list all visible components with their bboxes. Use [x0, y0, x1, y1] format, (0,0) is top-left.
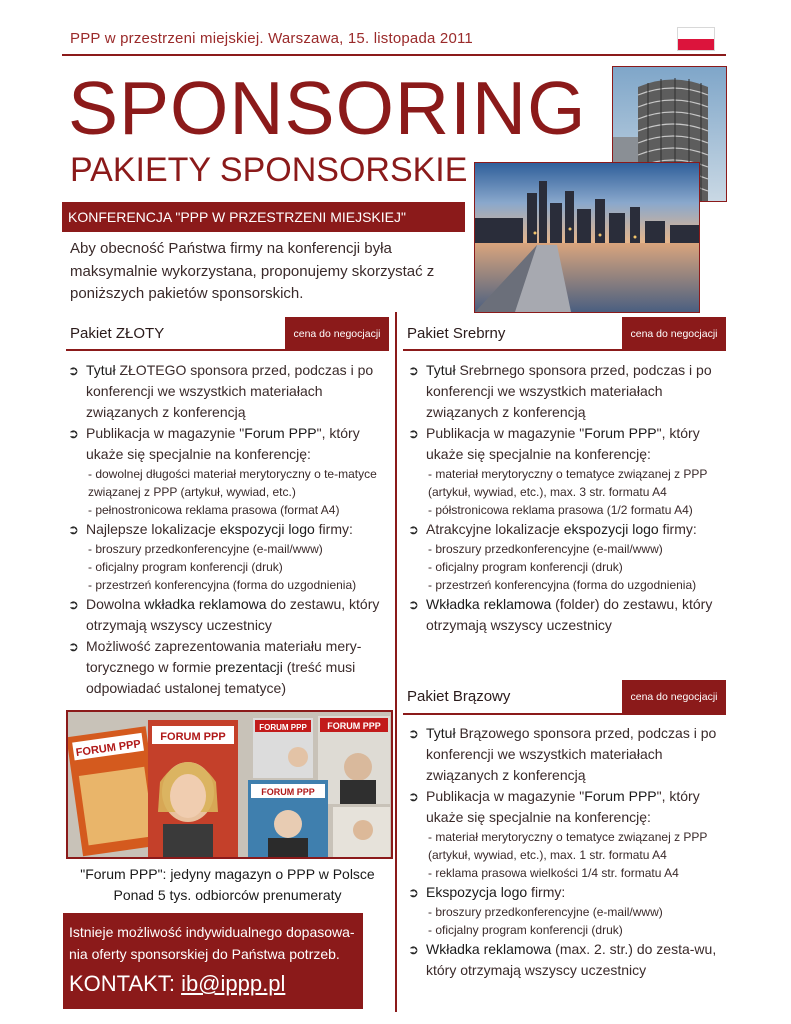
item-text: (folder) do zestawu, który otrzymają wszyscy uczestnicy: [426, 596, 713, 633]
gold-package-title: Pakiet ZŁOTY: [70, 325, 165, 342]
sub-item: - przestrzeń konferencyjna (forma do uzgodnienia): [88, 578, 357, 592]
list-item: [408, 519, 726, 594]
arrow-icon: ➲: [68, 639, 79, 654]
sub-item: - dowolnej długości materiał merytoryczny o te-matyce związanej z PPP (artykuł, wywiad, etc.): [88, 467, 377, 499]
item-highlight: Tytuł: [426, 725, 456, 741]
item-text: do zestawu, który otrzymają wszyscy uczestnicy: [86, 596, 380, 633]
item-highlight: Forum PPP: [244, 425, 317, 441]
item-text: firmy:: [527, 884, 566, 900]
arrow-icon: ➲: [408, 597, 419, 612]
silver-underline: [403, 349, 726, 351]
list-item: [68, 360, 393, 423]
magazine-caption-1: "Forum PPP": jedyny magazyn o PPP w Polsce: [80, 866, 375, 882]
list-item: [68, 594, 393, 636]
event-header: PPP w przestrzeni miejskiej. Warszawa, 15. listopada 2011: [70, 30, 473, 47]
item-text: firmy:: [658, 521, 697, 537]
item-text: Publikacja w magazynie ": [426, 788, 585, 804]
item-highlight: Forum PPP: [584, 425, 657, 441]
gold-underline: [66, 349, 389, 351]
arrow-icon: ➲: [68, 363, 79, 378]
item-highlight: Wkładka reklamowa: [426, 596, 552, 612]
svg-text:FORUM PPP: FORUM PPP: [327, 721, 381, 731]
item-text: ", który ukaże się specjalnie na konferencję:: [426, 788, 700, 825]
arrow-icon: ➲: [408, 363, 419, 378]
item-text: Srebrnego sponsora przed, podczas i po konferencji we wszystkich materiałach związanych z konferencją: [426, 362, 712, 420]
magazine-collage: [66, 710, 393, 859]
item-text: Publikacja w magazynie ": [426, 425, 585, 441]
header-divider: [62, 54, 726, 56]
item-text: Najlepsze lokalizacje: [86, 521, 220, 537]
sub-item: - oficjalny program konferencji (druk): [428, 560, 623, 574]
sub-item: - materiał merytoryczny o tematyce związanej z PPP (artykuł, wywiad, etc.), max. 3 str. formatu A4: [428, 467, 708, 499]
silver-package-title: Pakiet Srebrny: [407, 325, 506, 342]
sub-item: - oficjalny program konferencji (druk): [88, 560, 283, 574]
sub-item: - oficjalny program konferencji (druk): [428, 923, 623, 937]
city-photo: [474, 162, 700, 313]
conference-banner: KONFERENCJA "PPP W PRZESTRZENI MIEJSKIEJ": [62, 202, 465, 232]
silver-price-badge: cena do negocjacji: [622, 317, 726, 351]
item-text: ZŁOTEGO sponsora przed, podczas i po konferencji we wszystkich materiałach związanych z konferencją: [86, 362, 374, 420]
column-divider: [395, 312, 397, 1012]
gold-price-badge: cena do negocjacji: [285, 317, 389, 351]
poland-flag-icon: [677, 27, 715, 51]
page-title: SPONSORING: [68, 66, 587, 150]
item-text: (max. 2. str.) do zesta-wu, który otrzymają wszyscy uczestnicy: [426, 941, 717, 978]
svg-text:FORUM PPP: FORUM PPP: [160, 731, 226, 743]
bronze-items: [408, 723, 726, 981]
sub-item: - przestrzeń konferencyjna (forma do uzgodnienia): [428, 578, 697, 592]
sub-item: - broszury przedkonferencyjne (e-mail/www): [428, 542, 663, 556]
item-text: Brązowego sponsora przed, podczas i po konferencji we wszystkich materiałach związanych z konferencją: [426, 725, 717, 783]
item-text: Atrakcyjne lokalizacje: [426, 521, 564, 537]
item-highlight: Ekspozycja logo: [426, 884, 528, 900]
sub-item: - półstronicowa reklama prasowa (1/2 formatu A4): [428, 503, 693, 517]
list-item: [68, 519, 393, 594]
contact-text: Istnieje możliwość indywidualnego dopasowa-nia oferty sponsorskiej do Państwa potrzeb.: [69, 924, 355, 962]
item-text: Możliwość zaprezentowania materiału mery-torycznego w formie: [86, 638, 362, 675]
svg-text:FORUM PPP: FORUM PPP: [259, 723, 307, 732]
arrow-icon: ➲: [408, 885, 419, 900]
list-item: [408, 786, 726, 882]
arrow-icon: ➲: [408, 942, 419, 957]
silver-items: [408, 360, 726, 636]
contact-email-link[interactable]: ib@ippp.pl: [181, 971, 286, 996]
item-highlight: prezentacji: [215, 659, 283, 675]
sub-item: - broszury przedkonferencyjne (e-mail/www): [428, 905, 663, 919]
item-text: Dowolna: [86, 596, 145, 612]
item-text: ", który ukaże się specjalnie na konferencję:: [426, 425, 700, 462]
bronze-package-title: Pakiet Brązowy: [407, 688, 511, 705]
list-item: [408, 594, 726, 636]
item-text: (treść musi odpowiadać ustalonej tematyce): [86, 659, 356, 696]
list-item: [408, 939, 726, 981]
contact-line: [69, 971, 357, 997]
intro-text: Aby obecność Państwa firmy na konferencji była maksymalnie wykorzystana, proponujemy skorzystać z poniższych pakietów sponsorskich.: [70, 240, 435, 302]
svg-text:FORUM PPP: FORUM PPP: [75, 738, 142, 760]
bronze-underline: [403, 713, 726, 715]
sub-item: - materiał merytoryczny o tematyce związanej z PPP (artykuł, wywiad, etc.), max. 1 str. formatu A4: [428, 830, 708, 862]
list-item: [68, 423, 393, 519]
contact-label: KONTAKT:: [69, 971, 182, 996]
list-item: [408, 423, 726, 519]
item-highlight: ekspozycji logo: [563, 521, 659, 537]
item-highlight: Forum PPP: [584, 788, 657, 804]
list-item: [408, 723, 726, 786]
item-highlight: wkładka reklamowa: [144, 596, 267, 612]
arrow-icon: ➲: [408, 426, 419, 441]
arrow-icon: ➲: [408, 522, 419, 537]
svg-text:FORUM PPP: FORUM PPP: [261, 787, 315, 797]
arrow-icon: ➲: [408, 726, 419, 741]
gold-items: [68, 360, 393, 699]
sub-item: - reklama prasowa wielkości 1/4 str. formatu A4: [428, 866, 679, 880]
arrow-icon: ➲: [408, 789, 419, 804]
item-text: firmy:: [314, 521, 353, 537]
item-text: ", który ukaże się specjalnie na konferencję:: [86, 425, 360, 462]
sub-item: - broszury przedkonferencyjne (e-mail/www): [88, 542, 323, 556]
bronze-price-badge: cena do negocjacji: [622, 680, 726, 714]
list-item: [408, 360, 726, 423]
item-highlight: ekspozycji logo: [219, 521, 315, 537]
page-subtitle: PAKIETY SPONSORSKIE: [70, 151, 468, 189]
magazine-caption-2: Ponad 5 tys. odbiorców prenumeraty: [113, 887, 342, 903]
item-text: Publikacja w magazynie ": [86, 425, 245, 441]
item-highlight: Tytuł: [426, 362, 456, 378]
arrow-icon: ➲: [68, 597, 79, 612]
list-item: [68, 636, 393, 699]
arrow-icon: ➲: [68, 522, 79, 537]
sub-item: - pełnostronicowa reklama prasowa (format A4): [88, 503, 340, 517]
contact-box: [63, 913, 363, 1009]
list-item: [408, 882, 726, 939]
item-highlight: Tytuł: [86, 362, 116, 378]
arrow-icon: ➲: [68, 426, 79, 441]
item-highlight: Wkładka reklamowa: [426, 941, 552, 957]
